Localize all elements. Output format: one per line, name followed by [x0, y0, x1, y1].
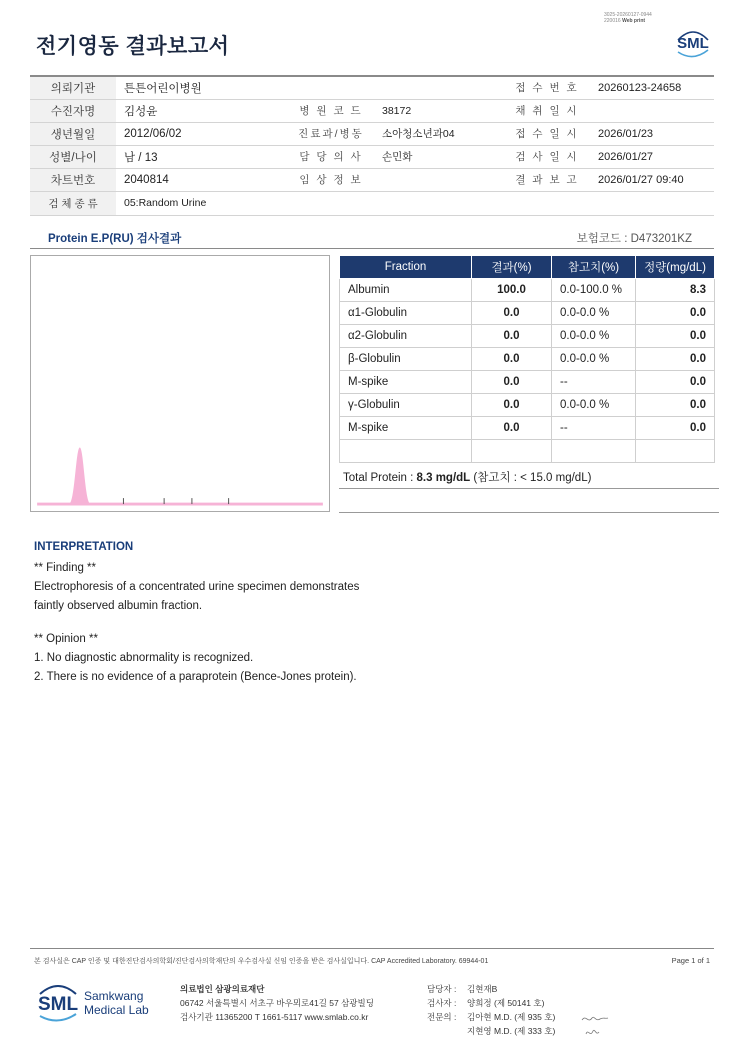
field-value — [590, 99, 714, 122]
print-code: 3025-20260127-0944 220016 Web print — [604, 12, 652, 24]
fraction-row-empty — [340, 440, 715, 463]
page-title: 전기영동 결과보고서 — [36, 35, 230, 58]
field-label: 병 원 코 드 — [288, 99, 374, 122]
fraction-row — [340, 348, 715, 371]
fraction-quantity: 8.3 — [636, 279, 715, 302]
signature-icon — [580, 1010, 610, 1040]
fraction-result: 0.0 — [472, 394, 552, 417]
field-label: 접 수 번 호 — [504, 76, 590, 99]
field-value: 20260123-24658 — [590, 76, 714, 99]
col-header: 정량(mg/dL) — [636, 256, 715, 279]
field-value: 남 / 13 — [116, 145, 288, 168]
field-value — [374, 76, 504, 99]
field-value: 2026/01/27 09:40 — [590, 168, 714, 191]
total-divider — [339, 512, 719, 513]
fraction-row — [340, 325, 715, 348]
field-value: 05:Random Urine — [116, 191, 714, 215]
col-header: 참고치(%) — [552, 256, 636, 279]
staff-role: 담당자 : — [427, 984, 457, 994]
staff-role: 전문의 : — [427, 1012, 457, 1022]
field-label: 임 상 정 보 — [288, 168, 374, 191]
interpretation-heading: INTERPRETATION — [34, 541, 134, 553]
col-header: 결과(%) — [472, 256, 552, 279]
field-label: 결 과 보 고 — [504, 168, 590, 191]
section-title: Protein E.P(RU) 검사결과 — [48, 233, 182, 245]
field-value: 튼튼어린이병원 — [116, 76, 288, 99]
field-value: 38172 — [374, 99, 504, 122]
fraction-result: 0.0 — [472, 302, 552, 325]
org-info: 의료법인 삼광의료재단 06742 서울특별시 서초구 바우뫼로41길 57 삼광빌딩 검사기관 11365200 T 1661-5117 www.smlab.co.kr — [180, 984, 374, 1022]
info-row — [30, 191, 714, 215]
finding-label: ** Finding ** — [34, 562, 97, 574]
field-value: 2012/06/02 — [116, 122, 288, 145]
opinion-label: ** Opinion ** — [34, 633, 98, 645]
fraction-reference: -- — [552, 417, 636, 440]
fraction-row — [340, 371, 715, 394]
patient-info-table — [30, 75, 714, 216]
fraction-quantity: 0.0 — [636, 325, 715, 348]
footer-divider — [30, 948, 714, 949]
staff-entry — [427, 982, 555, 996]
staff-info — [427, 982, 555, 1038]
fraction-result: 0.0 — [472, 417, 552, 440]
field-label: 담 당 의 사 — [288, 145, 374, 168]
section-divider — [30, 248, 714, 249]
field-label: 성별/나이 — [30, 145, 116, 168]
info-row — [30, 122, 714, 145]
staff-entry — [427, 996, 555, 1010]
fraction-name: β-Globulin — [340, 348, 472, 371]
finding-text: faintly observed albumin fraction. — [34, 600, 203, 612]
field-label: 접 수 일 시 — [504, 122, 590, 145]
field-value: 손민화 — [374, 145, 504, 168]
field-label — [288, 76, 374, 99]
field-label: 검 사 일 시 — [504, 145, 590, 168]
info-row — [30, 99, 714, 122]
interpretation — [34, 538, 359, 687]
staff-name: 김아현 M.D. (제 935 호) — [467, 1012, 556, 1022]
staff-name: 지현영 M.D. (제 333 호) — [467, 1026, 556, 1036]
staff-entry — [427, 1010, 555, 1024]
field-value — [374, 168, 504, 191]
sml-logo-icon — [672, 26, 714, 60]
fraction-reference: 0.0-0.0 % — [552, 394, 636, 417]
field-label: 차트번호 — [30, 168, 116, 191]
electrophoresis-graph — [30, 255, 330, 512]
field-value: 소아청소년과04 — [374, 122, 504, 145]
fraction-result: 0.0 — [472, 325, 552, 348]
opinion-text: 1. No diagnostic abnormality is recognized. — [34, 652, 254, 664]
accreditation-note: 본 검사실은 CAP 인증 및 대한진단검사의학회/진단검사의학재단의 우수검사실 신임 인증을 받은 검사실입니다. CAP Accredited Laboratory. 69944-01 — [34, 958, 489, 965]
fraction-name: α1-Globulin — [340, 302, 472, 325]
field-label: 검 체 종 류 — [30, 191, 116, 215]
field-value: 김성윤 — [116, 99, 288, 122]
albumin-peak — [69, 447, 91, 504]
field-label: 수진자명 — [30, 99, 116, 122]
fraction-row — [340, 279, 715, 302]
info-row — [30, 76, 714, 99]
fraction-result: 0.0 — [472, 371, 552, 394]
col-header: Fraction — [340, 256, 472, 279]
field-value: 2026/01/27 — [590, 145, 714, 168]
staff-role: 검사자 : — [427, 998, 457, 1008]
opinion-text: 2. There is no evidence of a paraprotein (Bence-Jones protein). — [34, 671, 357, 683]
fraction-quantity: 0.0 — [636, 394, 715, 417]
fraction-reference: 0.0-100.0 % — [552, 279, 636, 302]
fraction-row — [340, 394, 715, 417]
fraction-reference: -- — [552, 371, 636, 394]
field-value: 2040814 — [116, 168, 288, 191]
field-value: 2026/01/23 — [590, 122, 714, 145]
fraction-row — [340, 417, 715, 440]
page-number: Page 1 of 1 — [671, 956, 710, 965]
fraction-reference: 0.0-0.0 % — [552, 325, 636, 348]
fraction-quantity: 0.0 — [636, 417, 715, 440]
fraction-quantity: 0.0 — [636, 348, 715, 371]
fraction-quantity: 0.0 — [636, 302, 715, 325]
total-protein: Total Protein : 8.3 mg/dL (참고치 : < 15.0 mg/dL) — [339, 467, 719, 489]
field-label: 진료과/병동 — [288, 122, 374, 145]
fraction-reference: 0.0-0.0 % — [552, 302, 636, 325]
insurance-code: 보험코드 : D473201KZ — [576, 233, 692, 245]
fraction-table — [339, 255, 715, 463]
fraction-quantity: 0.0 — [636, 371, 715, 394]
svg-text:Samkwang: Samkwang — [84, 989, 144, 1003]
fraction-row — [340, 302, 715, 325]
svg-text:SML: SML — [677, 35, 709, 52]
fraction-result: 100.0 — [472, 279, 552, 302]
field-label: 의뢰기관 — [30, 76, 116, 99]
fraction-name: α2-Globulin — [340, 325, 472, 348]
samkwang-logo-icon — [36, 980, 166, 1024]
field-label: 생년월일 — [30, 122, 116, 145]
fraction-name: M-spike — [340, 371, 472, 394]
fraction-name: M-spike — [340, 417, 472, 440]
staff-name: 김현재B — [467, 984, 498, 994]
staff-entry — [427, 1024, 555, 1038]
svg-text:Medical Lab: Medical Lab — [84, 1003, 149, 1017]
finding-text: Electrophoresis of a concentrated urine specimen demonstrates — [34, 581, 360, 593]
fraction-name: γ-Globulin — [340, 394, 472, 417]
field-label: 채 취 일 시 — [504, 99, 590, 122]
fraction-result: 0.0 — [472, 348, 552, 371]
info-row — [30, 145, 714, 168]
fraction-name: Albumin — [340, 279, 472, 302]
info-row — [30, 168, 714, 191]
fraction-reference: 0.0-0.0 % — [552, 348, 636, 371]
staff-name: 양희정 (제 50141 호) — [467, 998, 545, 1008]
svg-text:SML: SML — [37, 994, 79, 1015]
